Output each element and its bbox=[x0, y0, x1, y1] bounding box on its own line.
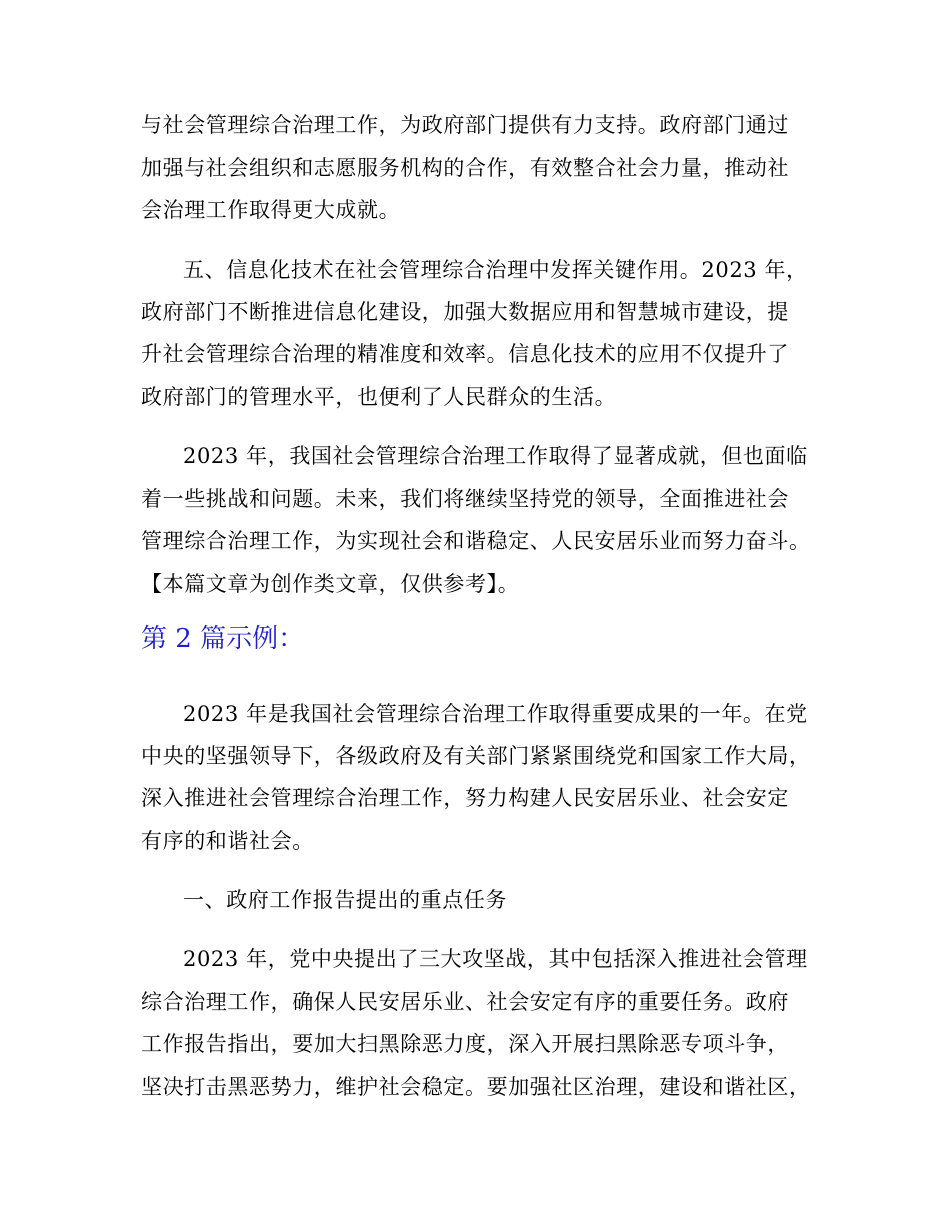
paragraph-line: 工作报告指出，要加大扫黑除恶力度，深入开展扫黑除恶专项斗争， bbox=[141, 1032, 789, 1056]
paragraph-line: 会治理工作取得更大成就。 bbox=[141, 198, 401, 222]
paragraph-line: 五、信息化技术在社会管理综合治理中发挥关键作用。2023 年， bbox=[183, 258, 808, 282]
example-heading: 第 2 篇示例： bbox=[141, 624, 305, 654]
paragraph-line: 中央的坚强领导下，各级政府及有关部门紧紧围绕党和国家工作大局， bbox=[141, 744, 811, 768]
paragraph-line: 2023 年，我国社会管理综合治理工作取得了显著成就，但也面临 bbox=[183, 444, 808, 468]
paragraph-line: 着一些挑战和问题。未来，我们将继续坚持党的领导，全面推进社会 bbox=[141, 487, 789, 511]
paragraph-line: 综合治理工作，确保人民安居乐业、社会安定有序的重要任务。政府 bbox=[141, 990, 789, 1014]
paragraph-line: 升社会管理综合治理的精准度和效率。信息化技术的应用不仅提升了 bbox=[141, 342, 789, 366]
paragraph-line: 2023 年，党中央提出了三大攻坚战，其中包括深入推进社会管理 bbox=[183, 947, 808, 971]
paragraph-line: 2023 年是我国社会管理综合治理工作取得重要成果的一年。在党 bbox=[183, 702, 808, 726]
section-subheading: 一、政府工作报告提出的重点任务 bbox=[183, 888, 507, 912]
paragraph-line: 政府部门的管理水平，也便利了人民群众的生活。 bbox=[141, 385, 617, 409]
paragraph-line: 管理综合治理工作，为实现社会和谐稳定、人民安居乐业而努力奋斗。 bbox=[141, 529, 811, 553]
paragraph-line: 与社会管理综合治理工作，为政府部门提供有力支持。政府部门通过 bbox=[141, 113, 789, 137]
paragraph-line: 【本篇文章为创作类文章，仅供参考】。 bbox=[141, 572, 520, 596]
paragraph-line: 坚决打击黑恶势力，维护社会稳定。要加强社区治理，建设和谐社区， bbox=[141, 1075, 811, 1099]
paragraph-line: 深入推进社会管理综合治理工作，努力构建人民安居乐业、社会安定 bbox=[141, 786, 789, 810]
paragraph-line: 加强与社会组织和志愿服务机构的合作，有效整合社会力量，推动社 bbox=[141, 156, 789, 180]
paragraph-line: 有序的和谐社会。 bbox=[141, 829, 314, 853]
paragraph-line: 政府部门不断推进信息化建设，加强大数据应用和智慧城市建设，提 bbox=[141, 300, 789, 324]
